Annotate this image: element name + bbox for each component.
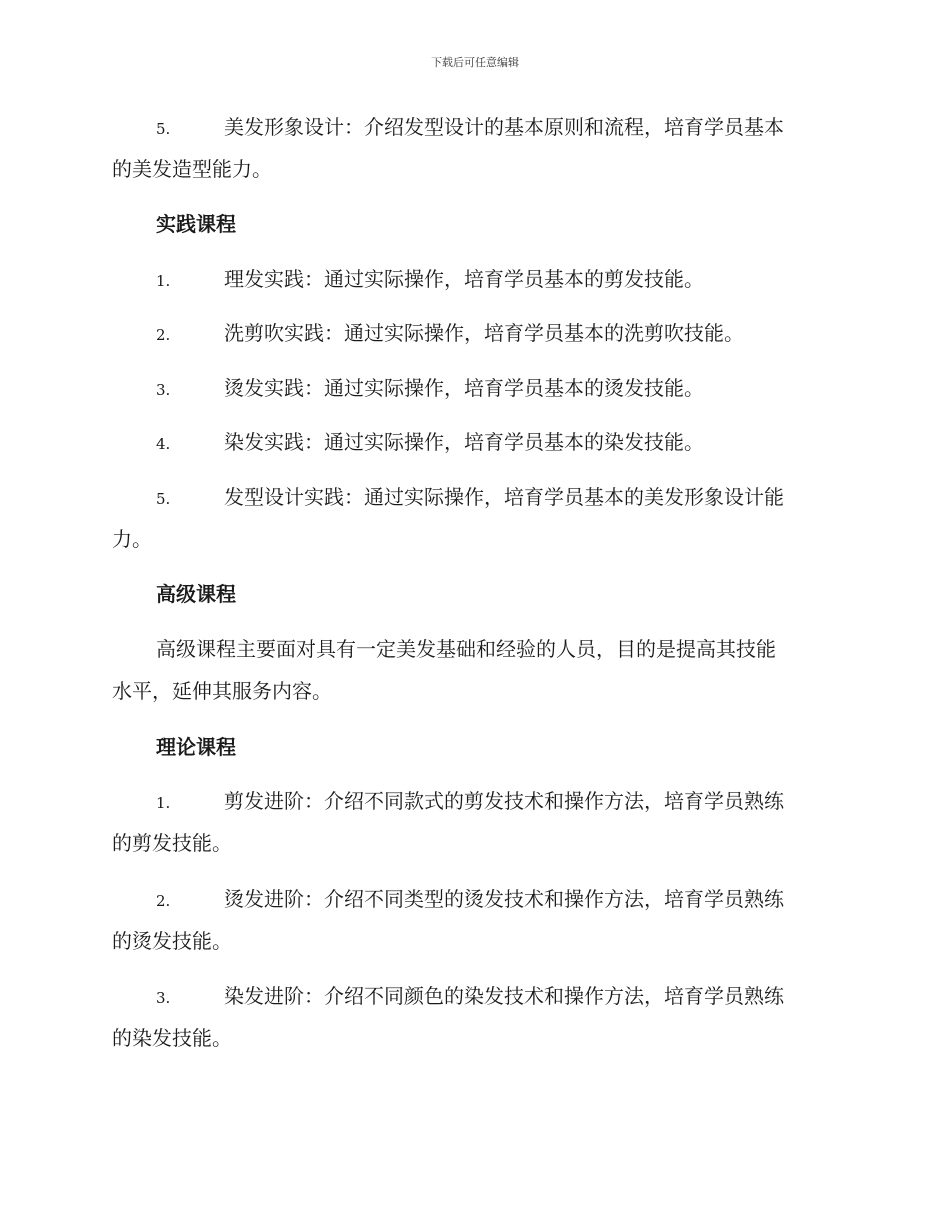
paragraph-line-continued: 水平，延伸其服务内容。 [112,679,332,703]
list-item [112,791,834,853]
list-item [112,487,834,549]
list-item [112,378,834,398]
list-item [112,269,834,289]
list-text-continued: 的染发技能。 [112,1026,232,1050]
section-heading-practice: 实践课程 [156,212,236,236]
list-text-continued: 的烫发技能。 [112,929,232,953]
paragraph-line: 高级课程主要面对具有一定美发基础和经验的人员，目的是提高其技能 [156,637,776,661]
list-item [112,117,834,179]
list-text: 染发实践：通过实际操作，培育学员基本的染发技能。 [224,430,704,454]
page-header: 下载后可任意编辑 [431,56,519,69]
list-number: 5. [156,120,171,138]
list-text: 美发形象设计：介绍发型设计的基本原则和流程，培育学员基本 [224,115,784,139]
list-text: 烫发进阶：介绍不同类型的烫发技术和操作方法，培育学员熟练 [224,887,784,911]
paragraph [112,639,834,701]
list-item [112,986,834,1048]
list-text-continued: 的美发造型能力。 [112,157,272,181]
list-item [112,323,834,343]
section-heading-advanced: 高级课程 [156,582,236,606]
section-heading-theory: 理论课程 [156,735,236,759]
list-number: 5. [156,490,171,508]
list-item [112,432,834,452]
list-number: 2. [156,326,171,344]
list-number: 3. [156,381,171,399]
list-number: 2. [156,892,171,910]
list-text: 理发实践：通过实际操作，培育学员基本的剪发技能。 [224,267,704,291]
list-text: 剪发进阶：介绍不同款式的剪发技术和操作方法，培育学员熟练 [224,789,784,813]
list-number: 1. [156,794,171,812]
list-text: 染发进阶：介绍不同颜色的染发技术和操作方法，培育学员熟练 [224,984,784,1008]
list-number: 1. [156,272,171,290]
list-text: 洗剪吹实践：通过实际操作，培育学员基本的洗剪吹技能。 [224,321,744,345]
list-text-continued: 的剪发技能。 [112,831,232,855]
list-item [112,889,834,951]
list-text: 烫发实践：通过实际操作，培育学员基本的烫发技能。 [224,376,704,400]
list-text: 发型设计实践：通过实际操作，培育学员基本的美发形象设计能 [224,485,784,509]
list-number: 3. [156,989,171,1007]
list-number: 4. [156,435,171,453]
list-text-continued: 力。 [112,527,152,551]
